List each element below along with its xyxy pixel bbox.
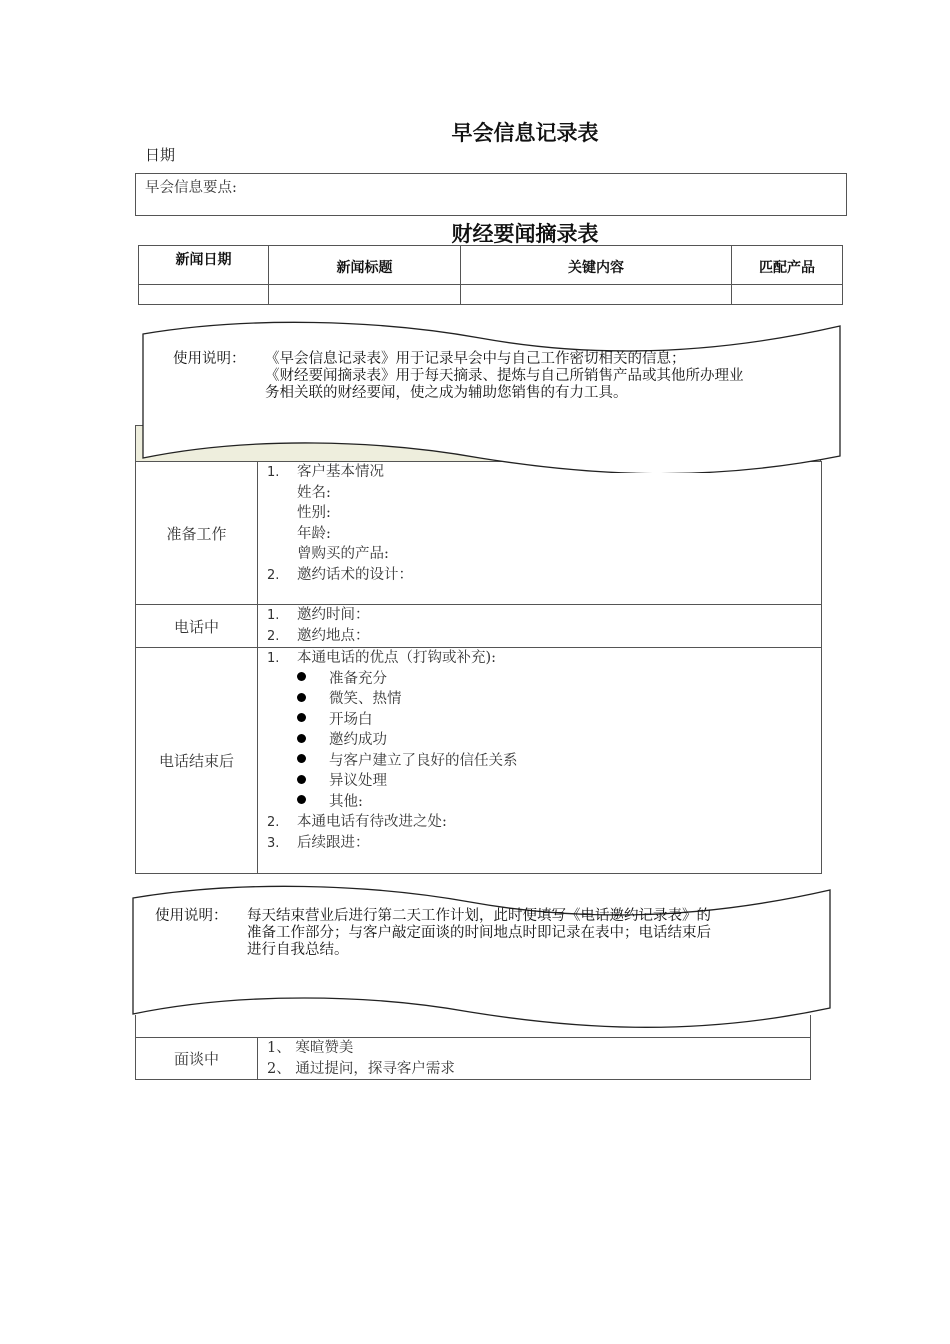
bullet-icon: [297, 734, 306, 743]
news-table-title: 财经要闻摘录表: [451, 222, 599, 246]
prep-field-gender: 性别:: [297, 505, 331, 521]
bullet-icon: [297, 693, 306, 702]
during-item-time: 邀约时间：: [297, 607, 370, 623]
matched-product-cell[interactable]: [732, 285, 843, 305]
usage-note-1-body: [265, 351, 835, 402]
matched-product-header: 匹配产品: [732, 246, 843, 285]
interview-item-needs: 2、 通过提问，探寻客户需求: [267, 1060, 455, 1077]
usage-note-2-line: 准备工作部分；与客户敲定面谈的时间地点时即记录在表中；电话结束后: [247, 925, 711, 941]
usage-note-1-line: 《早会信息记录表》用于记录早会中与自己工作密切相关的信息；: [265, 351, 686, 367]
after-call-label: 电话结束后: [136, 648, 258, 874]
bullet-icon: [297, 754, 306, 763]
strength-option-prepared[interactable]: 准备充分: [329, 670, 387, 687]
bullet-icon: [297, 775, 306, 784]
key-content-cell[interactable]: [461, 285, 732, 305]
after-item-strengths: 本通电话的优点（打钩或补充):: [297, 650, 497, 666]
prep-item-customer-info: 客户基本情况: [297, 464, 384, 480]
during-call-label: 电话中: [136, 605, 258, 648]
interview-content[interactable]: [258, 1038, 811, 1080]
bullet-icon: [297, 713, 306, 722]
prep-field-products: 曾购买的产品:: [297, 546, 389, 562]
key-content-header: 关键内容: [461, 246, 732, 285]
bullet-icon: [297, 672, 306, 681]
strength-option-trust[interactable]: 与客户建立了良好的信任关系: [329, 752, 518, 769]
meeting-points-label: 早会信息要点:: [145, 180, 237, 196]
prep-content[interactable]: 1. 客户基本情况 姓名: 性别: 年龄: 曾购买的产品: 2. 邀约话术的设计：: [258, 462, 822, 605]
during-call-content[interactable]: 1. 邀约时间： 2. 邀约地点：: [258, 605, 822, 648]
news-table: [138, 245, 843, 305]
news-date-header: 新闻日期: [139, 246, 269, 285]
meeting-points-box[interactable]: [135, 173, 847, 216]
interview-item-greeting: 1、 寒暄赞美: [267, 1040, 354, 1056]
prep-field-age: 年龄:: [297, 525, 331, 542]
interview-table: [135, 1037, 811, 1080]
prep-field-name: 姓名:: [297, 484, 331, 501]
after-item-improve: 本通电话有待改进之处:: [297, 814, 447, 830]
prep-label: 准备工作: [136, 462, 258, 605]
bullet-icon: [297, 795, 306, 804]
usage-note-2-line: 进行自我总结。: [247, 942, 349, 958]
page-title: 早会信息记录表: [451, 121, 599, 145]
strength-option-objection[interactable]: 异议处理: [329, 773, 387, 789]
usage-note-1-line: 《财经要闻摘录表》用于每天摘录、提炼与自己所销售产品或其他所办理业: [265, 368, 744, 384]
interview-label: 面谈中: [136, 1038, 258, 1080]
prep-item-script: 邀约话术的设计：: [297, 566, 413, 583]
usage-note-2-label: 使用说明：: [155, 908, 228, 924]
during-item-place: 邀约地点：: [297, 627, 370, 644]
usage-note-1-line: 务相关联的财经要闻，使之成为辅助您销售的有力工具。: [265, 385, 628, 401]
news-title-header: 新闻标题: [269, 246, 461, 285]
usage-note-2-body: [247, 908, 817, 959]
strength-option-other[interactable]: 其他:: [329, 793, 363, 810]
strength-option-warm[interactable]: 微笑、热情: [329, 691, 402, 707]
news-date-cell[interactable]: [139, 285, 269, 305]
after-call-content[interactable]: 1. 本通电话的优点（打钩或补充): 准备充分 微笑、热情 开场白 邀约成功 与客户建立了良好的信任关系 异议处理 其他: 2. 本通电话有待改进之处: 3. 后续跟进：: [258, 648, 822, 874]
after-item-followup: 后续跟进：: [297, 834, 370, 851]
strength-option-invited[interactable]: 邀约成功: [329, 732, 387, 748]
date-label: 日期: [145, 146, 176, 164]
strength-option-opening[interactable]: 开场白: [329, 711, 373, 728]
usage-note-2-line: 每天结束营业后进行第二天工作计划，此时便填写《电话邀约记录表》的: [247, 908, 711, 924]
news-title-cell[interactable]: [269, 285, 461, 305]
call-record-table: [135, 461, 822, 874]
usage-note-1-label: 使用说明：: [173, 351, 246, 367]
